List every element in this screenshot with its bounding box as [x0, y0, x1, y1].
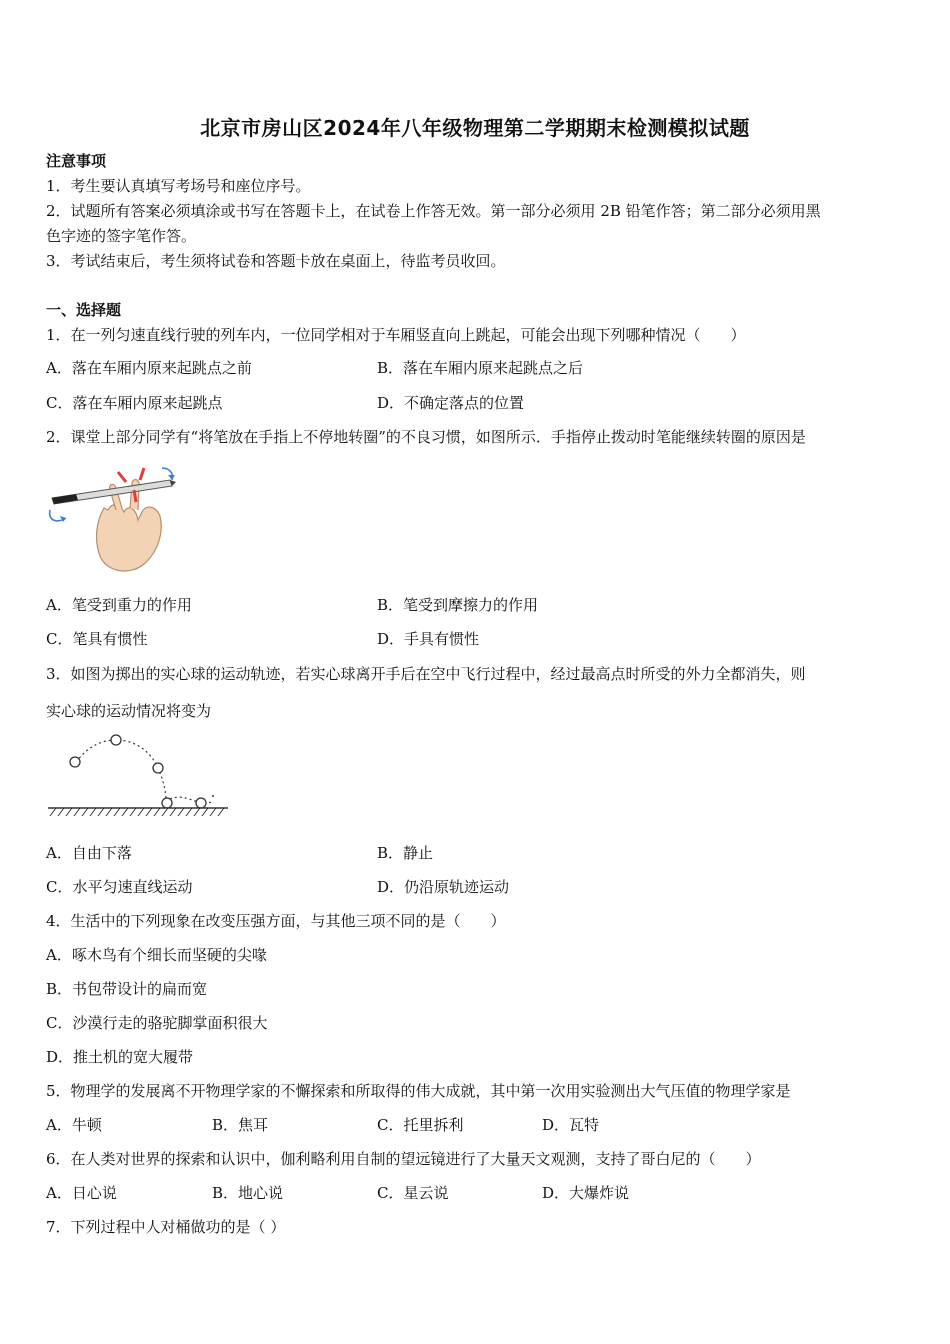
option-c: C．沙漠行走的骆驼脚掌面积很大: [46, 1014, 268, 1032]
ball-rolling: [196, 798, 206, 808]
question-stem: 3．如图为掷出的实心球的运动轨迹，若实心球离开手后在空中飞行过程中，经过最高点时所受的外力全都消失，则: [46, 665, 806, 683]
option-d: D．推土机的宽大履带: [46, 1048, 194, 1066]
option-d: D．大爆炸说: [542, 1184, 630, 1202]
question-stem: 4．生活中的下列现象在改变压强方面，与其他三项不同的是（ ）: [46, 912, 506, 930]
ground-hatching: [50, 808, 224, 816]
option-a: A．自由下落: [46, 844, 132, 862]
question-stem: 7．下列过程中人对桶做功的是（ ）: [46, 1218, 286, 1236]
notice-item: 色字迹的签字笔作答。: [46, 227, 197, 245]
option-a: A．啄木鸟有个细长而坚硬的尖喙: [46, 946, 267, 964]
ball-start: [70, 757, 80, 767]
question-stem: 6．在人类对世界的探索和认识中，伽利略利用自制的望远镜进行了大量天文观测，支持了哥白尼的（ ）: [46, 1150, 761, 1168]
question-stem: 5．物理学的发展离不开物理学家的不懈探索和所取得的伟大成就，其中第一次用实验测出大气压值的物理学家是: [46, 1082, 791, 1100]
question-stem: 2．课堂上部分同学有“将笔放在手指上不停地转圈”的不良习惯，如图所示．手指停止拨动时笔能继续转圈的原因是: [46, 428, 806, 446]
notice-item: 3．考试结束后，考生须将试卷和答题卡放在桌面上，待监考员收回。: [46, 252, 506, 270]
option-b: B．落在车厢内原来起跳点之后: [377, 359, 584, 377]
option-a: A．牛顿: [46, 1116, 102, 1134]
ball-landing: [162, 798, 172, 808]
notice-item: 1．考生要认真填写考场号和座位序号。: [46, 177, 311, 195]
notice-heading: 注意事项: [46, 152, 107, 170]
ball-trajectory-figure: [46, 730, 231, 820]
option-d: D．不确定落点的位置: [377, 394, 525, 412]
trajectory-path: [76, 740, 166, 802]
option-d: D．手具有惯性: [377, 630, 480, 648]
option-b: B．地心说: [212, 1184, 284, 1202]
pen-spinning-figure: [46, 460, 176, 580]
option-c: C．水平匀速直线运动: [46, 878, 193, 896]
option-d: D．仍沿原轨迹运动: [377, 878, 510, 896]
ball-highest-point: [111, 735, 121, 745]
option-a: A．落在车厢内原来起跳点之前: [46, 359, 252, 377]
option-c: C．托里拆利: [377, 1116, 464, 1134]
option-c: C．星云说: [377, 1184, 449, 1202]
option-a: A．笔受到重力的作用: [46, 596, 192, 614]
option-c: C．笔具有惯性: [46, 630, 148, 648]
option-b: B．书包带设计的扁而宽: [46, 980, 208, 998]
option-b: B．焦耳: [212, 1116, 269, 1134]
question-stem: 1．在一列匀速直线行驶的列车内，一位同学相对于车厢竖直向上跳起，可能会出现下列哪种情况（ ）: [46, 326, 746, 344]
option-d: D．瓦特: [542, 1116, 600, 1134]
section-heading: 一、选择题: [46, 301, 122, 319]
question-stem-continued: 实心球的运动情况将变为: [46, 702, 212, 720]
option-a: A．日心说: [46, 1184, 117, 1202]
option-c: C．落在车厢内原来起跳点: [46, 394, 223, 412]
notice-item: 2．试题所有答案必须填涂或书写在答题卡上，在试卷上作答无效。第一部分必须用 2B 铅笔作答；第二部分必须用黑: [46, 202, 821, 220]
ball-falling: [153, 763, 163, 773]
option-b: B．笔受到摩擦力的作用: [377, 596, 539, 614]
page-title: 北京市房山区2024年八年级物理第二学期期末检测模拟试题: [200, 116, 750, 140]
option-b: B．静止: [377, 844, 434, 862]
